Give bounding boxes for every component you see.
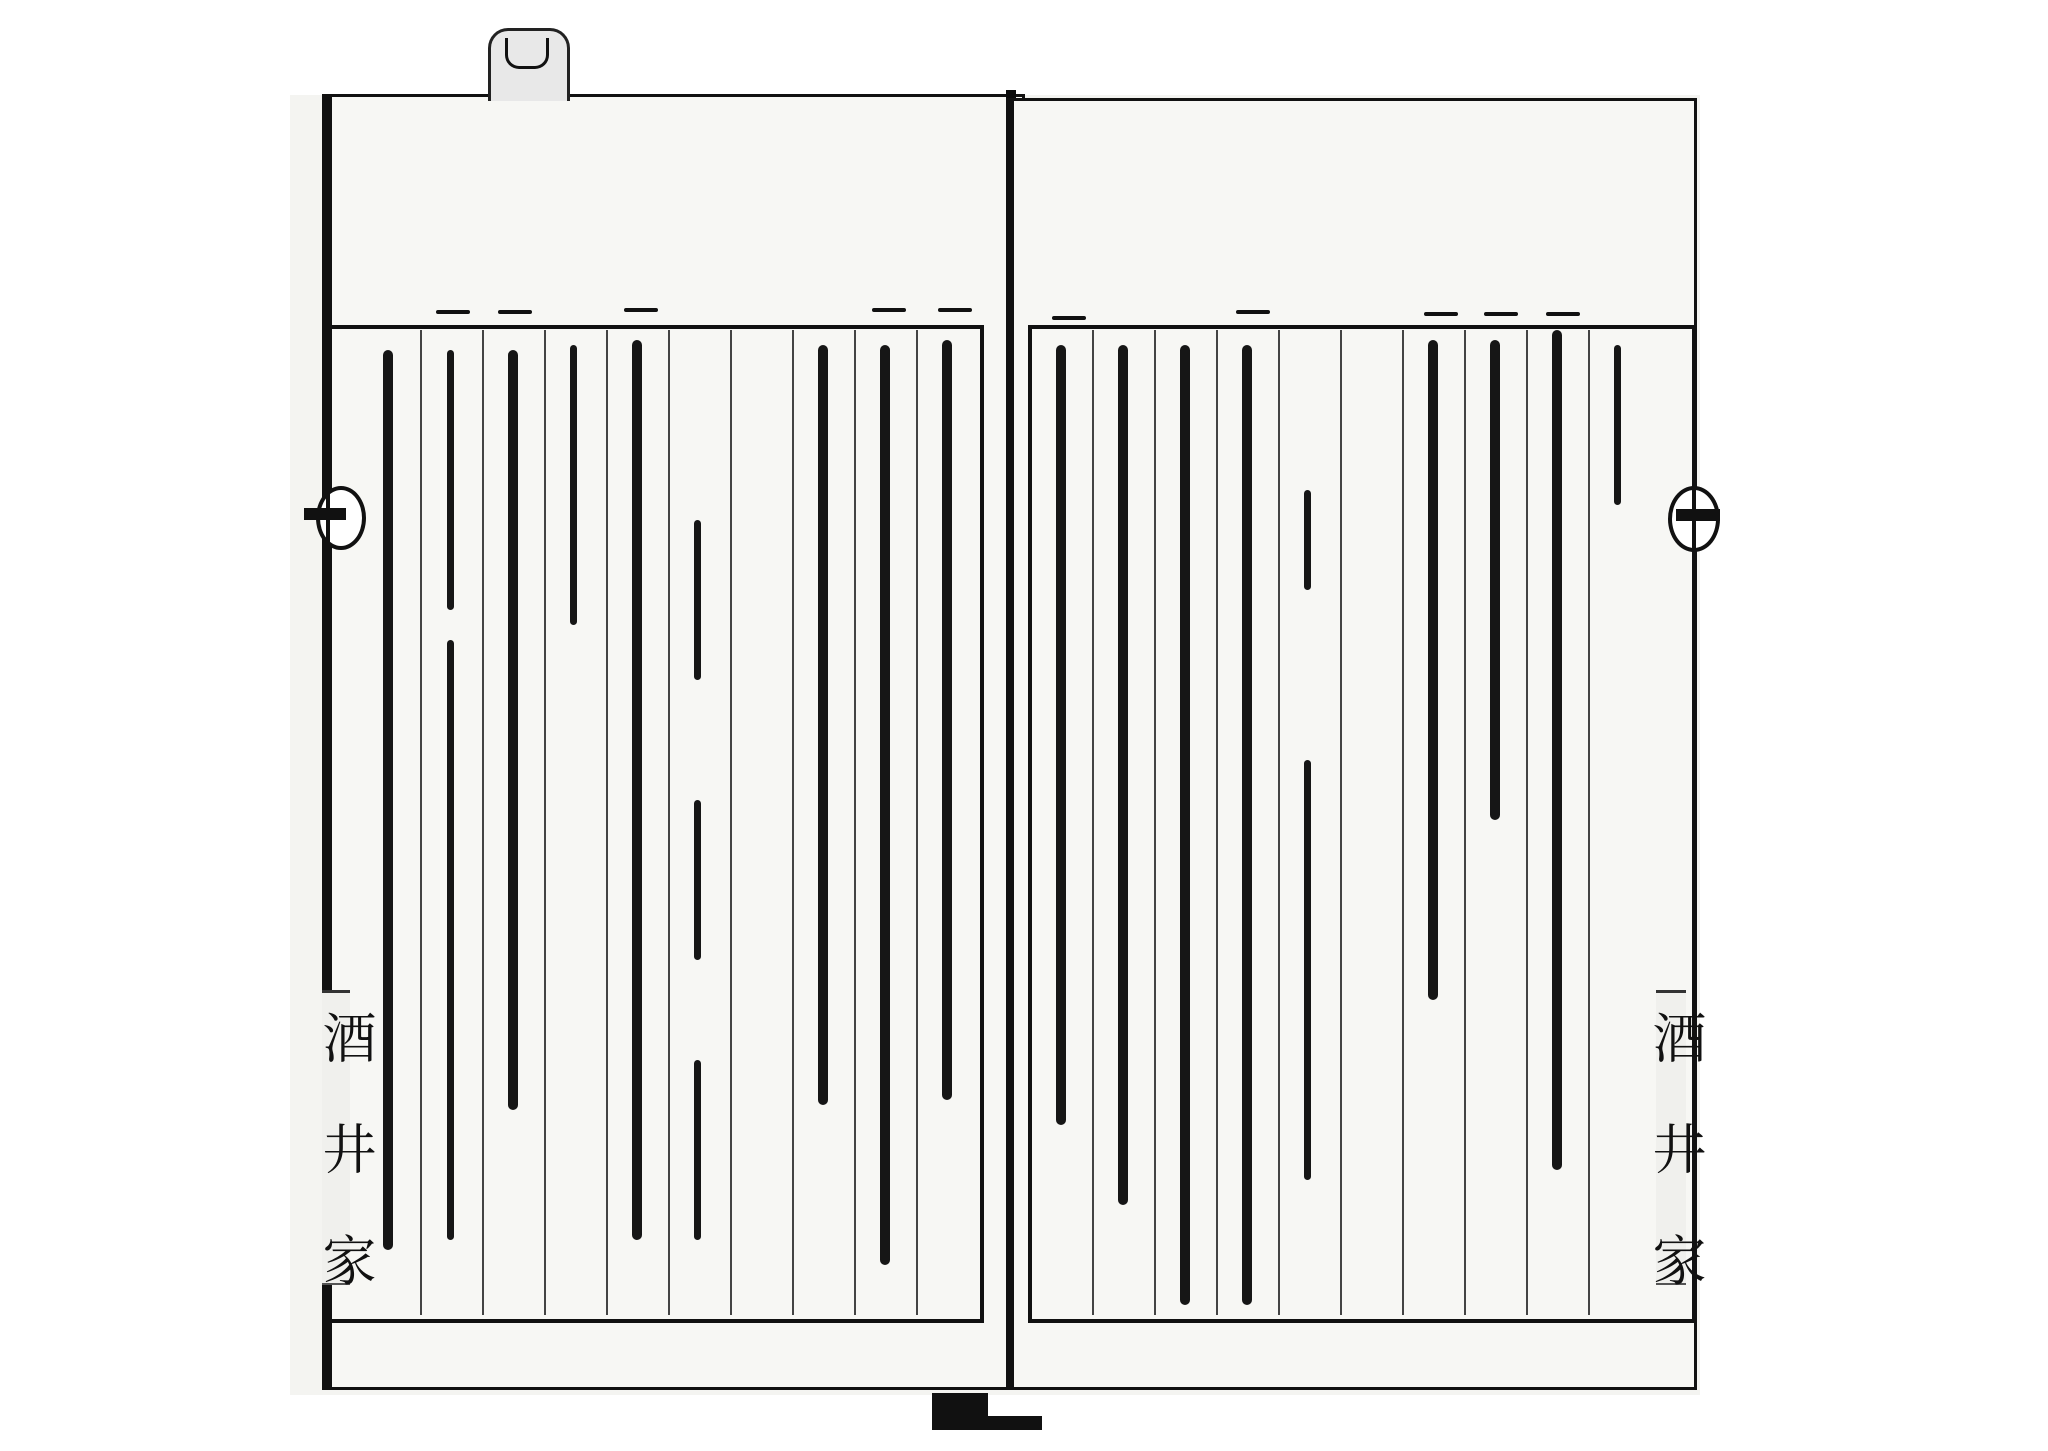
handwritten-column	[1118, 345, 1128, 1205]
column-rule	[792, 330, 794, 1315]
handwritten-column	[1056, 345, 1066, 1125]
column-rule	[854, 330, 856, 1315]
column-rule	[1588, 330, 1590, 1315]
handwritten-column	[1242, 345, 1252, 1305]
handwritten-column	[508, 350, 518, 1110]
handwritten-column	[570, 345, 577, 625]
item-marker	[1052, 316, 1086, 320]
handwritten-column	[1614, 345, 1621, 505]
column-rule	[668, 330, 670, 1315]
handwritten-column	[880, 345, 890, 1265]
item-marker	[498, 310, 532, 314]
column-rule	[606, 330, 608, 1315]
item-marker	[938, 308, 972, 312]
handwritten-column	[694, 800, 701, 960]
item-marker	[1484, 312, 1518, 316]
column-rule	[1340, 330, 1342, 1315]
column-rule	[1464, 330, 1466, 1315]
handwritten-column	[942, 340, 952, 1100]
item-marker	[1546, 312, 1580, 316]
fore-edge-label-left: 酒 井 家	[314, 1010, 377, 1307]
handwritten-column	[1304, 490, 1311, 590]
handwritten-column	[447, 350, 454, 610]
column-rule	[1278, 330, 1280, 1315]
column-rule	[1154, 330, 1156, 1315]
column-rule	[544, 330, 546, 1315]
tab-mark-icon	[505, 38, 549, 69]
right-text-frame	[1028, 325, 1696, 1323]
handwritten-column	[818, 345, 828, 1105]
bottom-tab-foot	[932, 1416, 1042, 1430]
handwritten-column	[694, 520, 701, 680]
handwritten-column	[632, 340, 642, 1240]
item-marker	[436, 310, 470, 314]
handwritten-column	[1428, 340, 1438, 1000]
handwritten-column	[383, 350, 393, 1250]
handwritten-column	[447, 640, 454, 1240]
column-rule	[1092, 330, 1094, 1315]
handwritten-column	[694, 1060, 701, 1240]
fore-edge-label-right: 酒 井 家	[1644, 1010, 1707, 1307]
item-marker	[1424, 312, 1458, 316]
handwritten-column	[1552, 330, 1562, 1170]
item-marker	[1236, 310, 1270, 314]
column-rule	[730, 330, 732, 1315]
handwritten-column	[1490, 340, 1500, 820]
column-rule	[482, 330, 484, 1315]
handwritten-column	[1180, 345, 1190, 1305]
handwritten-column	[1304, 760, 1311, 1180]
column-rule	[420, 330, 422, 1315]
column-rule	[916, 330, 918, 1315]
item-marker	[872, 308, 906, 312]
column-rule	[1216, 330, 1218, 1315]
column-rule	[1526, 330, 1528, 1315]
column-rule	[1402, 330, 1404, 1315]
item-marker	[624, 308, 658, 312]
